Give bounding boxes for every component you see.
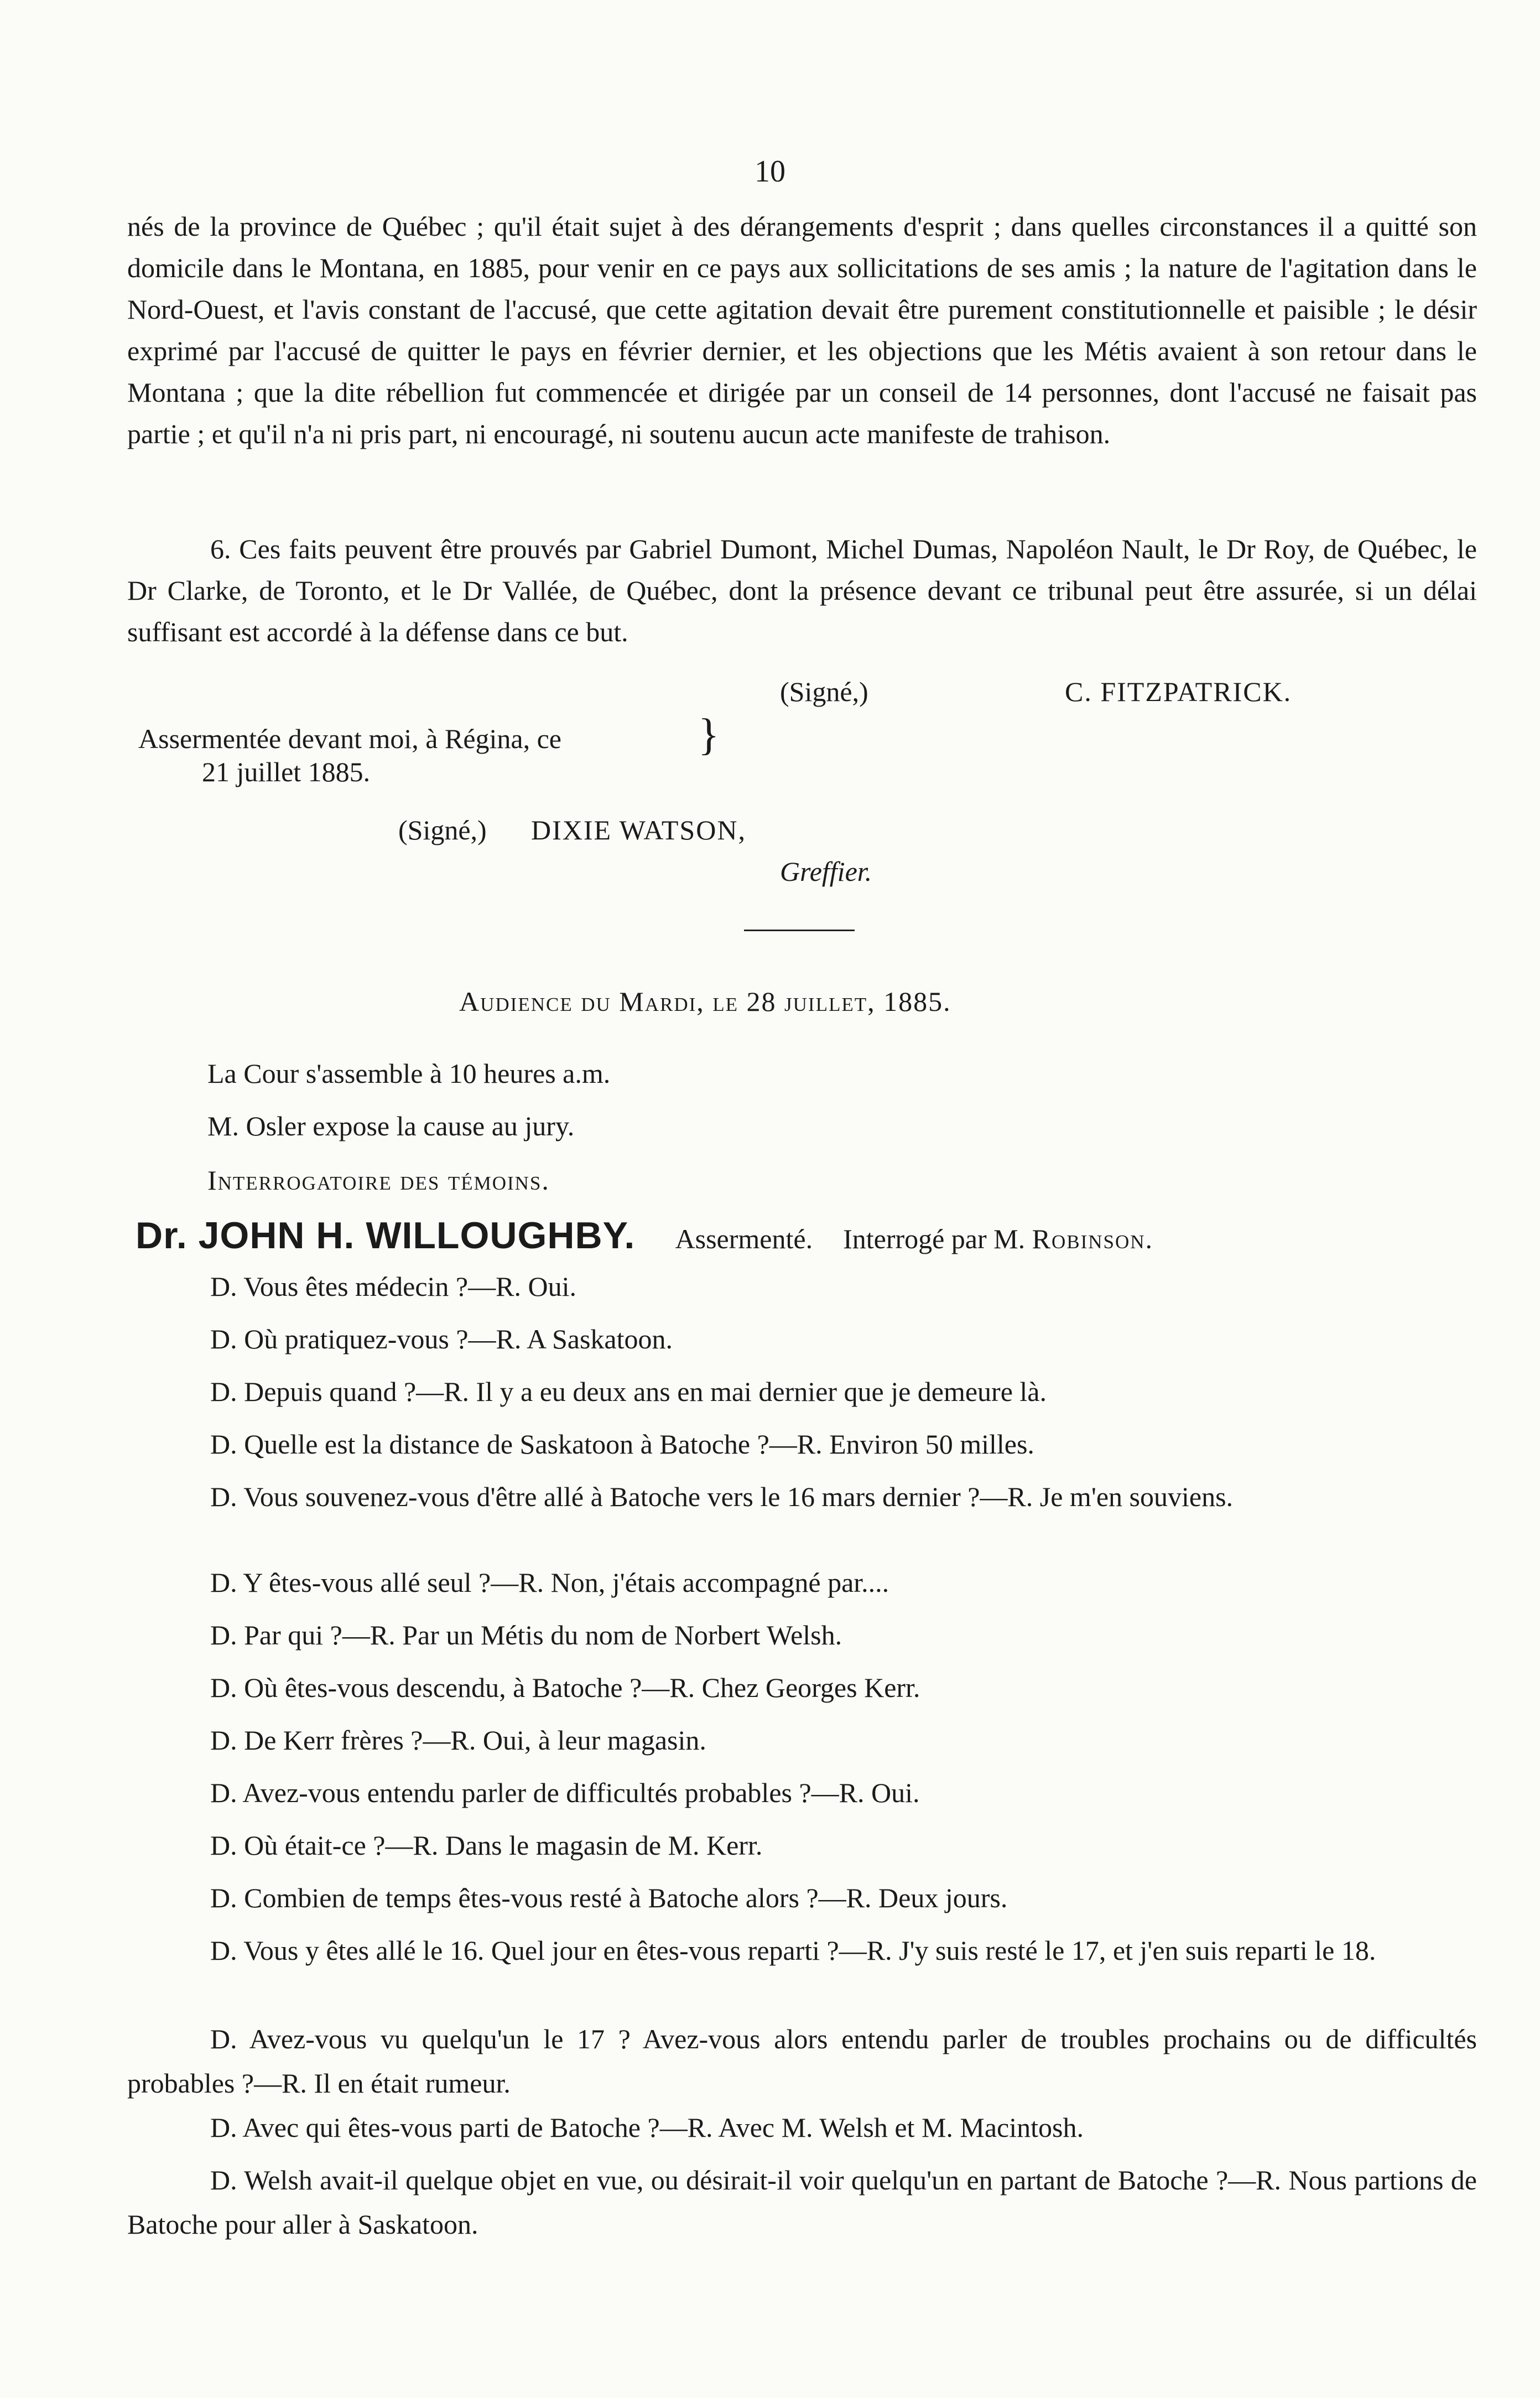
section-divider <box>744 930 855 931</box>
qa-item: D. Vous y êtes allé le 16. Quel jour en êtes-vous reparti ?—R. J'y suis resté le 17, et j'en suis reparti le 18. <box>210 1935 1376 1966</box>
page-number: 10 <box>755 154 785 189</box>
clerk-name: DIXIE WATSON, <box>531 814 746 845</box>
witness-sworn: Assermenté. <box>675 1223 813 1254</box>
signed-label-2: (Signé,) <box>398 814 487 845</box>
examined-by-prefix: Interrogé par M. <box>843 1223 1026 1254</box>
sworn-line-1: Assermentée devant moi, à Régina, ce <box>138 723 561 754</box>
examination-heading: Interrogatoire des témoins. <box>207 1165 550 1196</box>
sworn-line-2: 21 juillet 1885. <box>202 756 371 787</box>
qa-item: D. Vous êtes médecin ?—R. Oui. <box>210 1271 576 1302</box>
court-assembles-line: La Cour s'assemble à 10 heures a.m. <box>207 1058 611 1089</box>
paragraph-6: 6. Ces faits peuvent être prouvés par Gabriel Dumont, Michel Dumas, Napoléon Nault, le Dr Roy, de Québec, le Dr Clarke, de Toronto, et le Dr Vallée, de Québec, dont la présence devant ce tribunal peut être assurée, si un délai suffisant est accordé à la défense dans ce but. <box>127 533 1477 647</box>
witness-line <box>136 1211 1153 1264</box>
qa-item: D. Quelle est la distance de Saskatoon à Batoche ?—R. Environ 50 milles. <box>210 1429 1034 1460</box>
osler-line: M. Osler expose la cause au jury. <box>207 1110 575 1141</box>
signed-label: (Signé,) <box>780 676 868 707</box>
qa-item: D. Avez-vous vu quelqu'un le 17 ? Avez-vous alors entendu parler de troubles prochains ou de difficultés probables ?—R. Il en était rumeur. <box>127 2023 1477 2099</box>
qa-item: D. Welsh avait-il quelque objet en vue, ou désirait-il voir quelqu'un en partant de Batoche ?—R. Nous partions de Batoche pour aller à Saskatoon. <box>127 2165 1477 2240</box>
qa-item: D. Avez-vous entendu parler de difficultés probables ?—R. Oui. <box>210 1777 920 1808</box>
qa-item: D. Depuis quand ?—R. Il y a eu deux ans en mai dernier que je demeure là. <box>210 1376 1047 1407</box>
qa-item: D. Où pratiquez-vous ?—R. A Saskatoon. <box>210 1323 673 1354</box>
hearing-heading: Audience du Mardi, le 28 juillet, 1885. <box>459 986 951 1017</box>
clerk-title: Greffier. <box>780 856 872 887</box>
qa-item: D. Y êtes-vous allé seul ?—R. Non, j'étais accompagné par.... <box>210 1567 889 1598</box>
qa-item: D. Par qui ?—R. Par un Métis du nom de Norbert Welsh. <box>210 1620 842 1650</box>
examiner-name: Robinson. <box>1032 1223 1154 1254</box>
qa-item: D. Vous souvenez-vous d'être allé à Batoche vers le 16 mars dernier ?—R. Je m'en souviens. <box>210 1481 1234 1512</box>
qa-item: D. Où êtes-vous descendu, à Batoche ?—R. Chez Georges Kerr. <box>210 1672 920 1703</box>
qa-item: D. Avec qui êtes-vous parti de Batoche ?—R. Avec M. Welsh et M. Macintosh. <box>210 2112 1084 2143</box>
brace-glyph: } <box>698 710 720 759</box>
qa-item: D. Où était-ce ?—R. Dans le magasin de M. Kerr. <box>210 1830 763 1861</box>
qa-item: D. De Kerr frères ?—R. Oui, à leur magasin. <box>210 1725 706 1756</box>
signer-name: C. FITZPATRICK. <box>1065 676 1292 707</box>
qa-item: D. Combien de temps êtes-vous resté à Batoche alors ?—R. Deux jours. <box>210 1882 1008 1913</box>
opening-paragraph: nés de la province de Québec ; qu'il était sujet à des dérangements d'esprit ; dans quelles circonstances il a quitté son domicile dans le Montana, en 1885, pour venir en ce pays aux sollicitations de ses amis ; la nature de l'agitation dans le Nord-Ouest, et l'avis constant de l'accusé, que cette agitation devait être purement constitutionnelle et paisible ; le désir exprimé par l'accusé de quitter le pays en février dernier, et les objections que les Métis avaient à son retour dans le Montana ; que la dite rébellion fut commencée et dirigée par un conseil de 14 personnes, dont l'accusé ne faisait pas partie ; et qu'il n'a ni pris part, ni encouragé, ni soutenu aucun acte manifeste de trahison. <box>127 211 1477 449</box>
witness-name: Dr. JOHN H. WILLOUGHBY. <box>136 1214 636 1257</box>
